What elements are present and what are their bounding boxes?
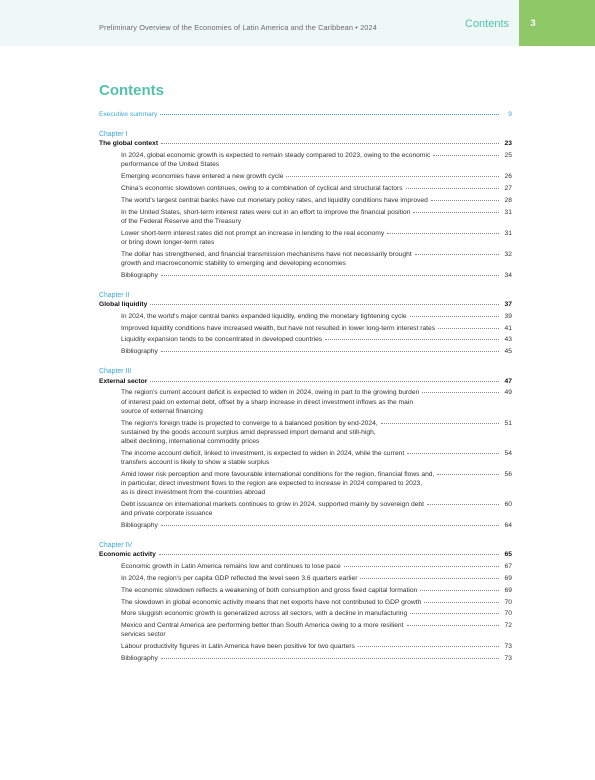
toc-entry[interactable]	[121, 172, 512, 181]
toc-entry-line: Bibliography	[121, 654, 158, 662]
toc-entry-line: or bring down longer-term rates	[121, 238, 215, 246]
toc-page-number: 64	[504, 522, 512, 529]
dot-leader	[160, 114, 499, 115]
toc-page-number: 54	[504, 449, 512, 457]
toc-entry[interactable]	[121, 335, 512, 344]
toc-entry-line: Bibliography	[121, 271, 158, 279]
toc-entry-line: In the United States, short-term interest rates were cut in an effort to improve the financial position	[121, 208, 411, 216]
toc-entry-line: Economic growth in Latin America remains low and continues to lose pace	[121, 563, 341, 571]
toc-entry-line: The region's current account deficit is expected to widen in 2024, owing in part to the growing burden	[121, 389, 420, 397]
chapter-label: Chapter II	[99, 291, 130, 299]
toc-entry-line: The economic slowdown reflects a weakening of both consumption and gross fixed capital formation	[121, 586, 418, 594]
dot-leader	[424, 602, 499, 603]
table-of-contents	[99, 110, 512, 663]
toc-page-number: 69	[504, 586, 512, 594]
toc-entry[interactable]	[121, 586, 512, 595]
toc-entry-line: The income account deficit, linked to investment, is expected to widen in 2024, while the current	[121, 449, 405, 457]
toc-entry[interactable]	[121, 621, 512, 639]
dot-leader	[161, 658, 499, 659]
page-number: 3	[530, 18, 536, 29]
chapter-title-link[interactable]	[99, 550, 512, 559]
dot-leader	[406, 188, 499, 189]
section-label[interactable]: Contents	[465, 18, 510, 30]
dot-leader	[325, 339, 499, 340]
toc-page-number: 31	[504, 208, 512, 216]
chapter-title: Global liquidity	[99, 301, 148, 308]
toc-entry-line: Labour productivity figures in Latin America have been positive for two quarters	[121, 643, 355, 651]
toc-entry[interactable]	[121, 642, 512, 651]
chapter-title-link[interactable]	[99, 300, 512, 309]
page-number-tab	[519, 0, 595, 46]
toc-entry[interactable]	[121, 347, 512, 356]
dot-leader	[433, 155, 499, 156]
toc-entry[interactable]	[121, 419, 512, 447]
toc-entry-title	[121, 324, 435, 333]
toc-entry-title	[121, 250, 412, 268]
toc-entry-title	[121, 419, 378, 447]
toc-page-number: 25	[504, 152, 512, 160]
toc-page-number: 31	[504, 229, 512, 237]
toc-page-number: 34	[504, 271, 512, 279]
toc-entry[interactable]	[121, 598, 512, 607]
toc-page-number: 56	[504, 470, 512, 478]
toc-page-number: 60	[504, 501, 512, 508]
toc-entry-line: In 2024, global economic growth is expected to remain steady compared to 2023, owing to the economic	[121, 152, 431, 160]
chapter-title: The global context	[99, 140, 159, 148]
toc-entry-line: Improved liquidity conditions have increased wealth, but have not resulted in lower long-term interest rates	[121, 324, 436, 332]
chapter-title: Economic activity	[99, 551, 156, 559]
toc-entry-title	[121, 574, 357, 583]
toc-heading: Contents	[99, 82, 164, 99]
toc-entry-title	[121, 151, 430, 169]
toc-entry-line: and private corporate issuance	[121, 510, 213, 518]
toc-entry-line: The region's foreign trade is projected to converge to a balanced position by end-2024,	[121, 419, 378, 427]
toc-entry-line: More sluggish economic growth is generalized across all sectors, with a decline in manufacturing	[121, 610, 408, 618]
toc-entry[interactable]	[121, 574, 512, 583]
toc-entry-title	[121, 598, 421, 607]
dot-leader	[161, 143, 499, 144]
dot-leader	[161, 525, 499, 526]
toc-entry-line: Liquidity expansion tends to be concentrated in developed countries	[121, 336, 323, 344]
toc-entry-line: Debt issuance on international markets continues to grow in 2024, supported mainly by sovereign debt	[121, 501, 424, 508]
toc-entry-title	[121, 654, 158, 663]
toc-entry[interactable]	[121, 312, 512, 321]
dot-leader	[422, 392, 499, 393]
toc-page-number: 23	[504, 140, 512, 148]
toc-entry-line: Amid lower risk perception and more favourable international conditions for the region, financial flows and,	[121, 470, 435, 478]
dot-leader	[407, 453, 499, 454]
dot-leader	[407, 625, 500, 626]
toc-entry[interactable]	[121, 521, 512, 530]
toc-page-number: 70	[504, 598, 512, 606]
toc-entry-title	[121, 312, 407, 321]
toc-page-number: 73	[504, 643, 512, 651]
toc-chapter	[99, 130, 512, 280]
toc-page-number: 73	[504, 654, 512, 662]
dot-leader	[420, 590, 499, 591]
dot-leader	[159, 554, 499, 555]
dot-leader	[437, 474, 499, 475]
toc-entry[interactable]	[121, 324, 512, 333]
toc-page-number: 72	[504, 622, 512, 630]
dot-leader	[150, 304, 499, 305]
toc-page-number: 70	[504, 610, 512, 618]
toc-entry-line: Emerging economies have entered a new growth cycle	[121, 173, 284, 181]
toc-entry-line: of interest paid on external debt, offset by a sharp increase in direct investment inflows as the main	[121, 398, 414, 406]
page-header	[0, 0, 595, 46]
dot-leader	[387, 233, 499, 234]
dot-leader	[431, 200, 499, 201]
toc-entry[interactable]	[121, 250, 512, 268]
toc-entry-title	[121, 184, 403, 193]
toc-entry-line: transfers account is likely to show a stable surplus	[121, 459, 270, 466]
toc-entry[interactable]	[121, 151, 512, 169]
toc-entry-line: albeit declining, international commodity prices	[121, 438, 260, 445]
toc-page-number: 45	[504, 348, 512, 356]
toc-entry-title	[121, 621, 404, 639]
dot-leader	[410, 316, 499, 317]
toc-entry-executive-summary[interactable]	[99, 110, 512, 119]
toc-entry-title	[121, 586, 417, 595]
toc-entry-line: The dollar has strengthened, and financial transmission mechanisms have not necessarily brought	[121, 250, 412, 258]
toc-entry-title	[121, 229, 384, 247]
toc-page-number: 67	[504, 563, 512, 571]
dot-leader	[161, 275, 499, 276]
toc-page-number: 37	[504, 301, 512, 308]
toc-entry[interactable]	[121, 470, 512, 498]
dot-leader	[427, 504, 499, 505]
chapter-title-link[interactable]	[99, 377, 512, 386]
toc-page-number: 39	[504, 312, 512, 320]
toc-chapter	[99, 541, 512, 663]
toc-entry-title	[121, 521, 158, 530]
dot-leader	[381, 423, 499, 424]
toc-entry[interactable]	[121, 449, 512, 467]
toc-entry-line: source of external financing	[121, 407, 203, 415]
dot-leader	[438, 328, 499, 329]
toc-entry[interactable]	[121, 562, 512, 571]
toc-entry-line: growth and macroeconomic stability to emerging and developing economies	[121, 259, 346, 267]
toc-entry[interactable]	[121, 229, 512, 247]
toc-entry-line: The slowdown in global economic activity means that net exports have not contributed to GDP growth	[121, 598, 422, 606]
toc-entry-line: services sector	[121, 631, 166, 639]
chapter-label: Chapter III	[99, 368, 132, 376]
toc-entry-line: Mexico and Central America are performing better than South America owing to a more resilient	[121, 622, 404, 630]
toc-entry-line: in particular, direct investment flows to the region are expected to increase in 2024 compared to 2023,	[121, 480, 423, 487]
dot-leader	[360, 578, 499, 579]
dot-leader	[410, 613, 499, 614]
toc-page-number: 47	[504, 377, 512, 385]
toc-chapter	[99, 291, 512, 357]
toc-entry-line: of the Federal Reserve and the Treasury	[121, 217, 242, 225]
toc-entry[interactable]	[121, 184, 512, 193]
toc-entry-line: In 2024, the world's major central banks expanded liquidity, ending the monetary tightening cycle	[121, 312, 407, 320]
toc-entry-line: China's economic slowdown continues, owing to a combination of cyclical and structural factors	[121, 185, 403, 192]
toc-page-number: 65	[504, 551, 512, 559]
toc-entry-line: sustained by the goods account surplus amid depressed import demand and still-high,	[121, 428, 376, 436]
toc-entry-line: The world's largest central banks have cut monetary policy rates, and liquidity conditions have improved	[121, 196, 428, 204]
toc-page-number: 51	[504, 419, 512, 427]
toc-entry-title	[121, 609, 407, 618]
toc-page-number: 49	[504, 389, 512, 397]
toc-entry-title	[121, 500, 424, 518]
toc-entry-title	[121, 172, 283, 181]
dot-leader	[415, 254, 499, 255]
toc-entry-title	[121, 208, 410, 226]
toc-page-number: 41	[504, 324, 512, 332]
toc-entry[interactable]	[121, 500, 512, 518]
toc-entry-line: Bibliography	[121, 522, 158, 529]
toc-chapter	[99, 367, 512, 530]
toc-page-number: 28	[504, 196, 512, 204]
toc-entry-title	[121, 449, 404, 467]
toc-entry-title	[121, 347, 158, 356]
toc-entry-title	[121, 335, 322, 344]
chapter-label: Chapter I	[99, 131, 128, 139]
toc-page-number: 27	[504, 185, 512, 192]
dot-leader	[150, 381, 499, 382]
toc-page-number: 26	[504, 173, 512, 181]
toc-entry-line: as is direct investment from the countries abroad	[121, 489, 266, 497]
toc-entry[interactable]	[121, 654, 512, 663]
toc-page-number: 43	[504, 336, 512, 344]
dot-leader	[286, 176, 499, 177]
toc-entry-title	[121, 642, 355, 651]
dot-leader	[413, 212, 499, 213]
toc-page-number: 9	[508, 111, 512, 118]
toc-entry-title	[121, 271, 158, 280]
chapter-title-link[interactable]	[99, 139, 512, 148]
chapter-title: External sector	[99, 377, 148, 385]
toc-entry-title	[121, 388, 419, 416]
dot-leader	[344, 566, 499, 567]
toc-entry[interactable]	[121, 196, 512, 205]
chapter-label: Chapter IV	[99, 542, 132, 550]
toc-entry-line: Bibliography	[121, 348, 158, 356]
dot-leader	[161, 351, 499, 352]
toc-entry-line: Lower short-term interest rates did not prompt an increase in lending to the real economy	[121, 229, 385, 237]
toc-entry[interactable]	[121, 388, 512, 416]
toc-entry-title	[121, 470, 434, 498]
toc-entry-title	[121, 562, 341, 571]
toc-entry[interactable]	[121, 208, 512, 226]
toc-entry-line: performance of the United States	[121, 161, 220, 169]
dot-leader	[358, 646, 499, 647]
toc-entry-line: In 2024, the region's per capita GDP reflected the level seen 3.6 quarters earlier	[121, 575, 358, 582]
toc-entry-title	[121, 196, 428, 205]
toc-entry[interactable]	[121, 271, 512, 280]
toc-page-number: 69	[504, 575, 512, 582]
document-title: Preliminary Overview of the Economies of Latin America and the Caribbean • 2024	[99, 23, 377, 32]
toc-entry-title: Executive summary	[99, 111, 158, 118]
toc-entry[interactable]	[121, 609, 512, 618]
toc-page-number: 32	[504, 250, 512, 258]
